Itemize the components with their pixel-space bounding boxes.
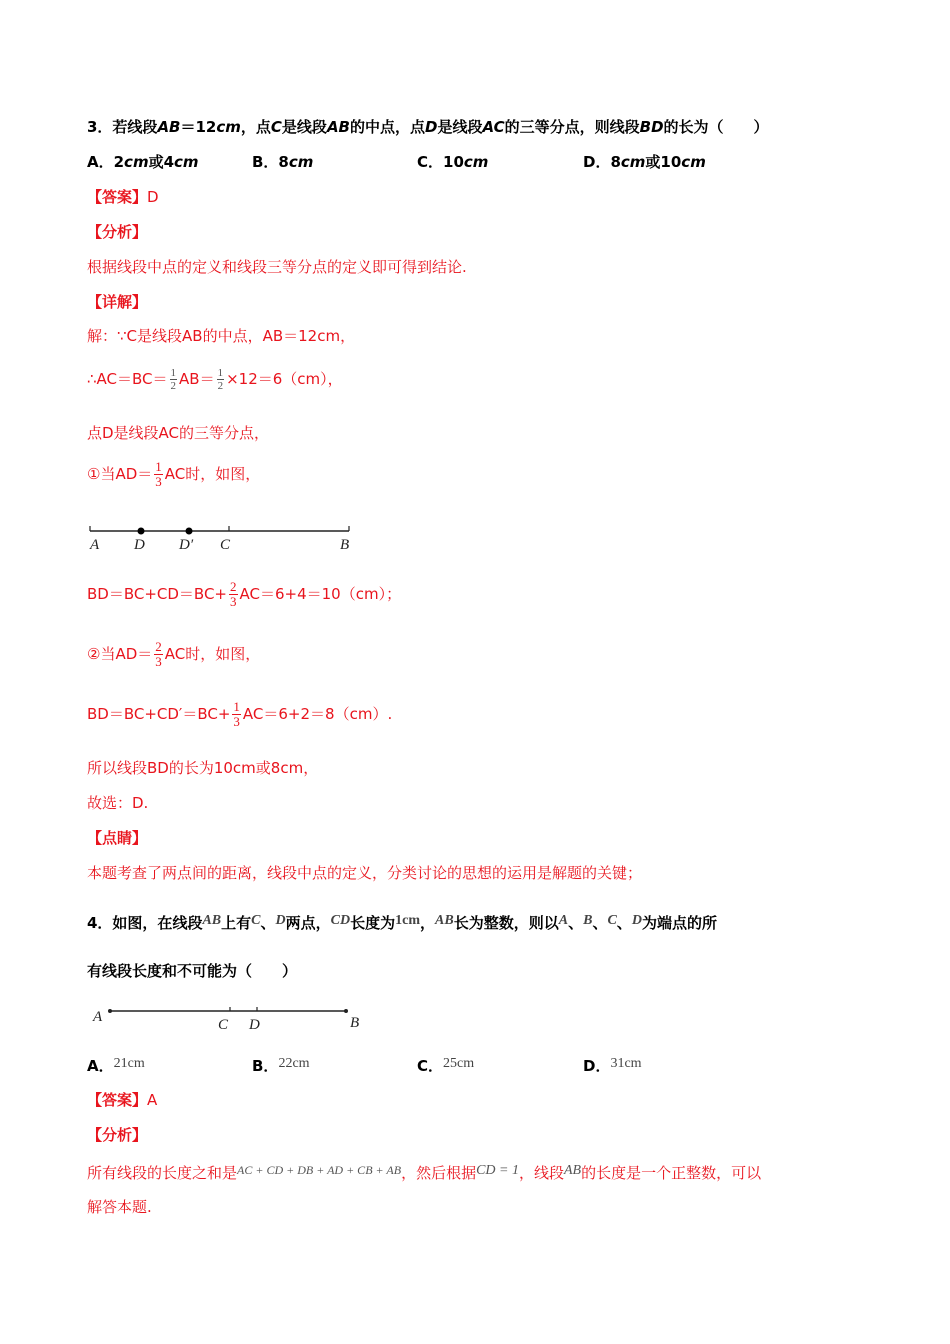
q3-detail-tag: 【详解】 — [87, 293, 148, 311]
q3-comment-text: 本题考查了两点间的距离，线段中点的定义，分类讨论的思想的运用是解题的关键； — [87, 864, 643, 882]
q3-case-1: ①当AD＝ $\frac{1}{3}$ AC时，如图， — [87, 459, 261, 489]
q4-analysis-line-2: 解答本题. — [87, 1198, 152, 1216]
q3-option-d[interactable]: D．8cm或10cm — [583, 153, 706, 171]
q4-option-c[interactable]: C．25cm — [417, 1056, 475, 1075]
fraction-half: $\frac{1}{2}$ — [170, 367, 177, 392]
q3-option-c[interactable]: C．10cm — [417, 153, 489, 171]
label-d-prime: D′ — [179, 537, 194, 553]
q4-answer: 【答案】A — [87, 1091, 158, 1109]
q4-option-d[interactable]: D．31cm — [583, 1056, 642, 1075]
q3-option-b[interactable]: B．8cm — [252, 153, 314, 171]
point-d — [138, 528, 145, 535]
q3-comment-tag: 【点睛】 — [87, 829, 148, 847]
q3-figure-segment — [86, 520, 356, 556]
fraction-half: $\frac{1}{2}$ — [217, 367, 224, 392]
q3-analysis-tag: 【分析】 — [87, 223, 148, 241]
fraction-one-third: $\frac{1}{3}$ — [155, 459, 162, 489]
label-b: B — [340, 537, 350, 553]
label-c: C — [220, 537, 231, 553]
label-b: B — [350, 1015, 360, 1031]
q3-choice: 故选：D. — [87, 794, 149, 812]
point-d-prime — [186, 528, 193, 535]
q3-calc-1: BD＝BC+CD＝BC+ $\frac{2}{3}$ AC＝6+4＝10（cm）； — [87, 579, 402, 609]
q3-conclusion: 所以线段BD的长为10cm或8cm， — [87, 759, 319, 777]
q4-figure-segment — [90, 1002, 370, 1036]
q4-analysis-line-1: 所有线段的长度之和是$^{AC + CD + DB + AD + CB + AB}$，然后根据CD = 1，线段AB的长度是一个正整数，可以 — [87, 1163, 762, 1182]
label-d: D — [249, 1017, 260, 1033]
q3-answer: 【答案】D — [87, 188, 159, 206]
label-a: A — [90, 537, 100, 553]
q3-option-a[interactable]: A．2cm或4cm — [87, 153, 199, 171]
q4-analysis-tag: 【分析】 — [87, 1126, 148, 1144]
q4-option-b[interactable]: B．22cm — [252, 1056, 310, 1075]
fraction-two-thirds: $\frac{2}{3}$ — [230, 579, 237, 609]
q3-analysis-text: 根据线段中点的定义和线段三等分点的定义即可得到结论. — [87, 258, 467, 276]
q3-calc-2: BD＝BC+CD′＝BC+ $\frac{1}{3}$ AC＝6+2＝8（cm）. — [87, 699, 393, 729]
label-a: A — [93, 1009, 103, 1025]
q3-stem: 3．若线段AB＝12cm，点C是线段AB的中点，点D是线段AC的三等分点，则线段BD的长为（ ） — [87, 118, 769, 136]
q3-solution-line-1: 解：∵C是线段AB的中点，AB＝12cm， — [87, 327, 356, 345]
fraction-two-thirds: $\frac{2}{3}$ — [155, 639, 162, 669]
q4-stem-line-2: 有线段长度和不可能为（ ） — [87, 962, 298, 980]
q3-case-2: ②当AD＝ $\frac{2}{3}$ AC时，如图， — [87, 639, 261, 669]
q3-solution-line-3: 点D是线段AC的三等分点， — [87, 424, 270, 442]
q4-option-a[interactable]: A．21cm — [87, 1056, 145, 1075]
q4-stem-line-1: 4．如图，在线段AB上有C、D两点，CD长度为1cm，AB长为整数，则以A、B、C、D为端点的所 — [87, 913, 717, 932]
label-d: D — [134, 537, 145, 553]
fraction-one-third: $\frac{1}{3}$ — [233, 699, 240, 729]
q3-solution-line-2: ∴AC＝BC＝ $\frac{1}{2}$ AB＝ $\frac{1}{2}$ ×12＝6（cm）， — [87, 367, 343, 392]
label-c: C — [218, 1017, 229, 1033]
